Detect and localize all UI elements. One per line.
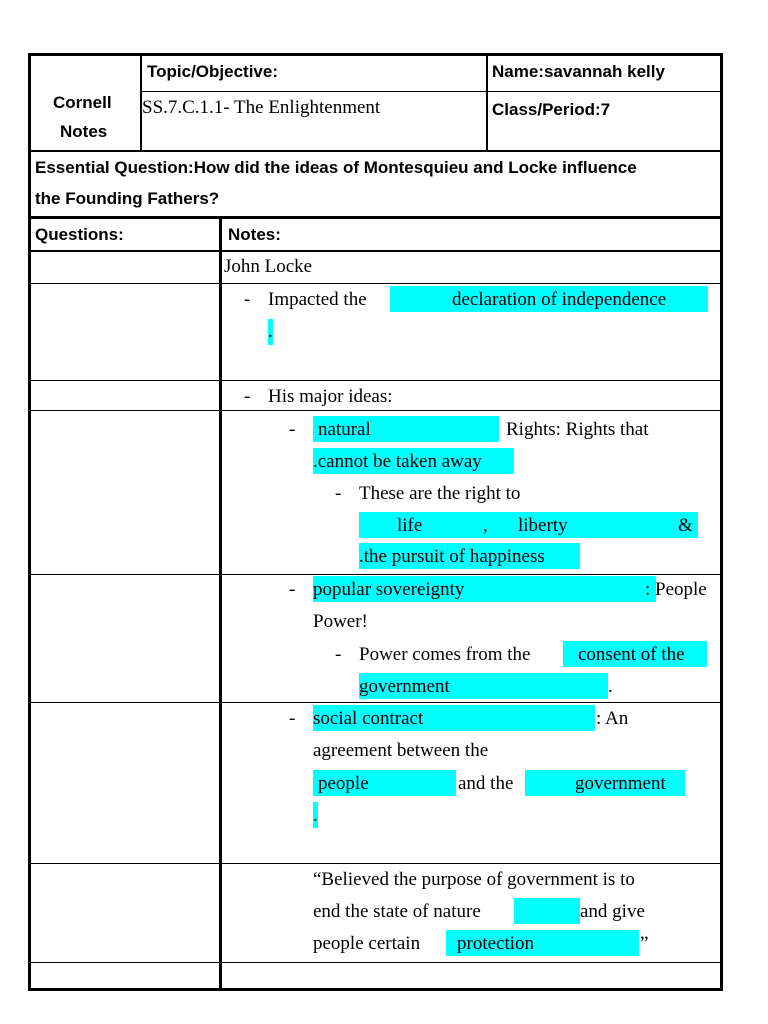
government1-answer: government [359, 676, 450, 697]
nature-blank-highlight [514, 898, 580, 924]
row-line-4 [28, 410, 723, 411]
quote-line2a: end the state of nature [313, 901, 481, 922]
cornell-label: Cornell [53, 93, 112, 112]
essential-question-line2: the Founding Fathers? [35, 189, 220, 208]
eq-bottom-line [28, 216, 723, 219]
bullet-dash: - [289, 708, 296, 729]
power-text: Power! [313, 611, 368, 632]
bullet-dash: - [244, 386, 251, 407]
cannot-taken-answer: .cannot be taken away [313, 451, 482, 472]
notes-column-header: Notes: [228, 225, 281, 244]
people-colon-text: : People [645, 579, 707, 600]
eq-top-line [28, 150, 723, 152]
quote-line1: “Believed the purpose of government is to [313, 869, 635, 890]
header-divider-2 [486, 53, 488, 151]
close-quote: ” [640, 933, 649, 954]
an-colon-text: : An [596, 708, 629, 729]
consent-answer: consent of the [578, 644, 685, 665]
table-border-left [28, 53, 31, 991]
bullet-dash: - [244, 289, 251, 310]
period-text: . [608, 676, 613, 697]
row-line-3 [28, 380, 723, 381]
bullet-dash: - [289, 419, 296, 440]
row-line-5 [28, 574, 723, 575]
impact-period: . [268, 321, 273, 342]
row-line-8 [28, 962, 723, 963]
life-answer: life [397, 515, 423, 536]
agreement-text: agreement between the [313, 740, 489, 761]
column-divider [219, 216, 222, 991]
bullet-dash: - [335, 483, 342, 504]
table-border-bottom [28, 988, 723, 991]
people-answer: people [318, 773, 369, 794]
popular-sov-answer: popular sovereignty [313, 579, 465, 600]
row-line-1 [28, 250, 723, 252]
government2-answer: government [575, 773, 666, 794]
impact-text: Impacted the [268, 289, 367, 310]
bullet-dash: - [335, 644, 342, 665]
pursuit-answer: .the pursuit of happiness [359, 546, 545, 567]
ampersand: & [678, 515, 693, 536]
impact-answer: declaration of independence [452, 289, 667, 310]
essential-question-line1: Essential Question:How did the ideas of Montesquieu and Locke influence [35, 158, 637, 177]
notes-title: John Locke [224, 256, 313, 277]
row-line-6 [28, 702, 723, 703]
liberty-answer: liberty [518, 515, 568, 536]
bullet-dash: - [289, 579, 296, 600]
major-ideas-text: His major ideas: [268, 386, 393, 407]
these-right-text: These are the right to [359, 483, 521, 504]
comma-sep: , [483, 515, 488, 536]
notes-label: Notes [60, 122, 108, 141]
quote-line2b: and give [580, 901, 645, 922]
class-period: Class/Period:7 [492, 100, 611, 119]
natural-answer: natural [318, 419, 371, 440]
quote-line3a: people certain [313, 933, 421, 954]
and-the-text: and the [458, 773, 514, 794]
table-border-right [720, 53, 723, 991]
table-border-top [28, 53, 723, 56]
questions-column-header: Questions: [35, 225, 124, 244]
row-line-2 [28, 283, 723, 284]
power-from-text: Power comes from the [359, 644, 531, 665]
row-line-7 [28, 863, 723, 864]
protection-answer: protection [457, 933, 535, 954]
topic-objective-value: SS.7.C.1.1- The Enlightenment [142, 97, 381, 118]
social-contract-answer: social contract [313, 708, 424, 729]
rights-text: Rights: Rights that [506, 419, 649, 440]
topic-objective-label: Topic/Objective: [147, 62, 278, 81]
header-subrow-line [140, 91, 721, 92]
government2-period: . [313, 805, 318, 826]
student-name: Name:savannah kelly [492, 62, 665, 81]
